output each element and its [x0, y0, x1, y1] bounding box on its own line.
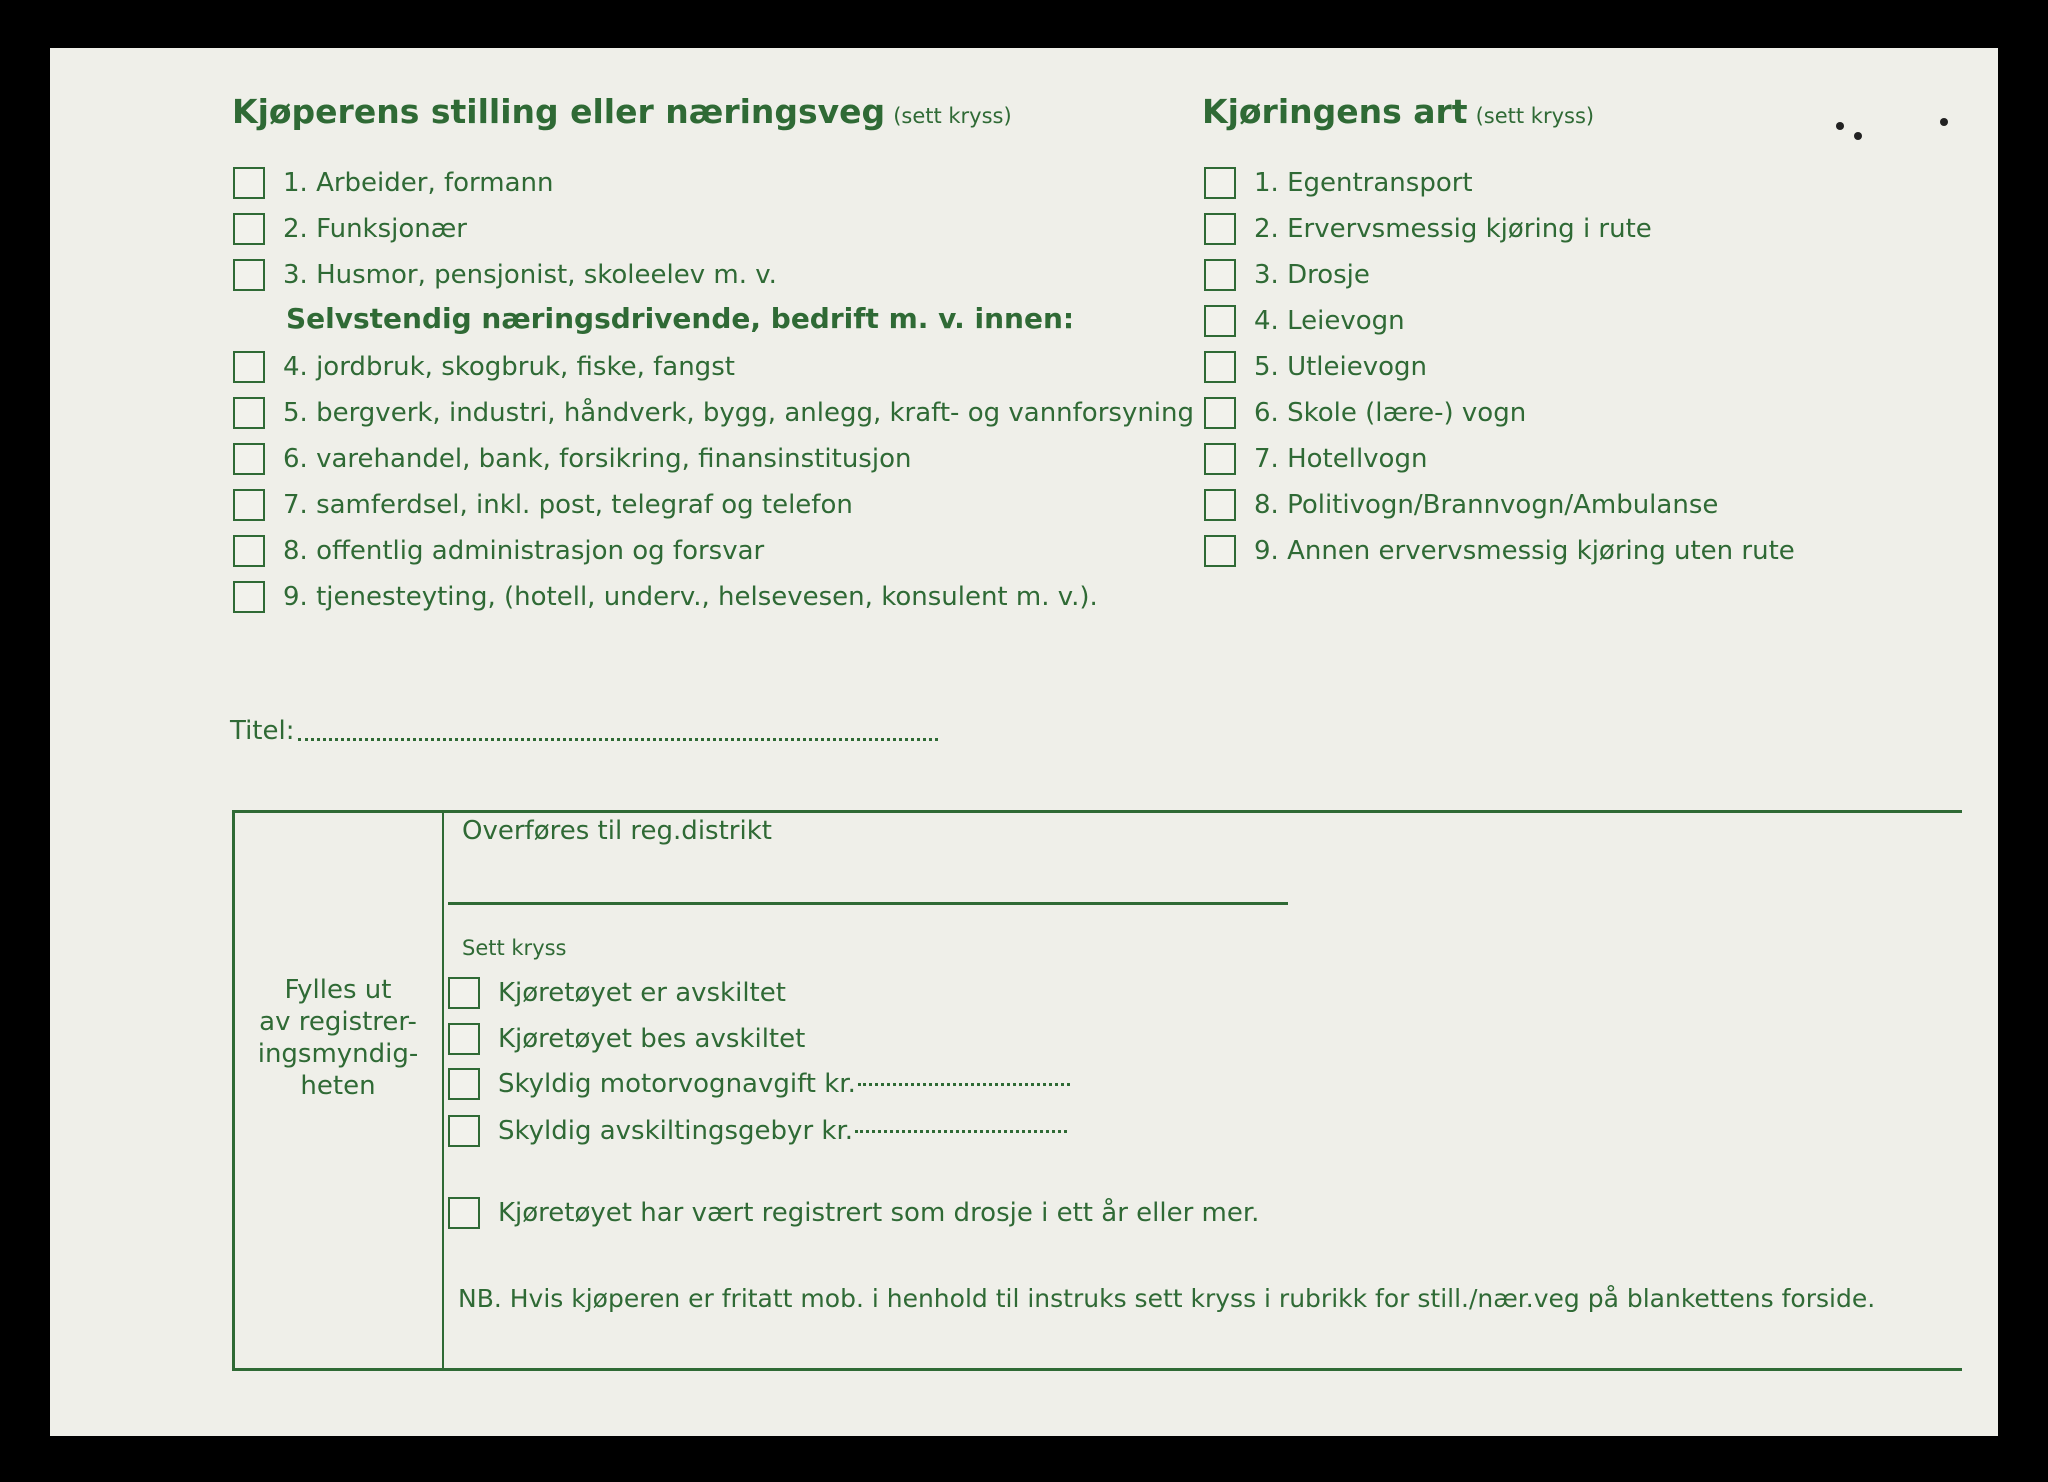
transfer-district-label: Overføres til reg.distrikt: [462, 816, 772, 846]
option-label: 1. Arbeider, formann: [283, 168, 554, 198]
driving-option-7[interactable]: [1204, 440, 1427, 478]
speck-mark: [1836, 122, 1844, 130]
checkbox[interactable]: [233, 489, 265, 521]
checkbox[interactable]: [1204, 305, 1236, 337]
occupation-option-8[interactable]: [233, 532, 764, 570]
checkbox[interactable]: [448, 1115, 480, 1147]
checkbox[interactable]: [448, 977, 480, 1009]
driving-option-1[interactable]: [1204, 164, 1473, 202]
checkbox[interactable]: [448, 1197, 480, 1229]
buyer-occupation-title: [232, 92, 1012, 131]
occupation-option-4[interactable]: [233, 348, 735, 386]
buyer-occupation-hint: (sett kryss): [893, 104, 1012, 128]
option-label: 4. jordbruk, skogbruk, fiske, fangst: [283, 352, 735, 382]
registry-box-divider: [442, 810, 444, 1368]
driving-option-8[interactable]: [1204, 486, 1718, 524]
checkbox[interactable]: [1204, 535, 1236, 567]
form-back-page: [50, 48, 1998, 1436]
driving-option-6[interactable]: [1204, 394, 1526, 432]
amount-dotted-line[interactable]: [855, 1130, 1067, 1133]
option-label: 2. Funksjonær: [283, 214, 467, 244]
checkbox[interactable]: [1204, 397, 1236, 429]
checkbox[interactable]: [1204, 489, 1236, 521]
check-taxi-one-year[interactable]: [448, 1194, 1259, 1232]
check-motor-tax-owed[interactable]: [448, 1065, 1070, 1103]
checkbox[interactable]: [233, 259, 265, 291]
driving-option-4[interactable]: [1204, 302, 1405, 340]
option-label: 3. Drosje: [1254, 260, 1370, 290]
check-request-deregister[interactable]: [448, 1020, 805, 1058]
check-deregistered[interactable]: [448, 974, 786, 1012]
option-label: 1. Egentransport: [1254, 168, 1473, 198]
occupation-option-1[interactable]: [233, 164, 554, 202]
occupation-option-5[interactable]: [233, 394, 1194, 432]
option-label: 7. samferdsel, inkl. post, telegraf og telefon: [283, 490, 853, 520]
option-label: 8. Politivogn/Brannvogn/Ambulanse: [1254, 490, 1719, 520]
checkbox[interactable]: [233, 351, 265, 383]
checkbox[interactable]: [1204, 213, 1236, 245]
titel-label: Titel:: [230, 716, 295, 746]
sett-kryss-label: Sett kryss: [462, 936, 567, 960]
checkbox[interactable]: [448, 1023, 480, 1055]
checkbox[interactable]: [1204, 351, 1236, 383]
occupation-option-2[interactable]: [233, 210, 467, 248]
check-label: Kjøretøyet har vært registrert som drosje i ett år eller mer.: [498, 1198, 1260, 1228]
driving-type-heading: Kjøringens art: [1202, 92, 1468, 131]
checkbox[interactable]: [233, 397, 265, 429]
transfer-district-line[interactable]: [448, 902, 1288, 905]
check-plate-fee-owed[interactable]: [448, 1112, 1067, 1150]
check-label: Skyldig motorvognavgift kr.: [498, 1069, 856, 1099]
titel-dotted-line: [298, 738, 938, 741]
check-label: Kjøretøyet er avskiltet: [498, 978, 786, 1008]
occupation-option-9[interactable]: [233, 578, 1098, 616]
self-employed-subheading: Selvstendig næringsdrivende, bedrift m. v. innen:: [286, 302, 1075, 335]
check-label: Kjøretøyet bes avskiltet: [498, 1024, 806, 1054]
occupation-option-7[interactable]: [233, 486, 853, 524]
checkbox[interactable]: [448, 1068, 480, 1100]
speck-mark: [1854, 132, 1862, 140]
checkbox[interactable]: [233, 167, 265, 199]
option-label: 4. Leievogn: [1254, 306, 1405, 336]
option-label: 6. varehandel, bank, forsikring, finansinstitusjon: [283, 444, 912, 474]
registry-box-top-border: [232, 810, 1962, 813]
registry-side-label: Fylles ut av registrer- ingsmyndig- heten: [257, 975, 419, 1101]
option-label: 3. Husmor, pensjonist, skoleelev m. v.: [283, 260, 777, 290]
checkbox[interactable]: [233, 535, 265, 567]
registry-box-left-border: [232, 810, 235, 1371]
option-label: 7. Hotellvogn: [1254, 444, 1428, 474]
driving-option-9[interactable]: [1204, 532, 1795, 570]
buyer-occupation-heading: Kjøperens stilling eller næringsveg: [232, 92, 886, 131]
speck-mark: [1940, 118, 1948, 126]
checkbox[interactable]: [1204, 259, 1236, 291]
checkbox[interactable]: [233, 581, 265, 613]
checkbox[interactable]: [1204, 167, 1236, 199]
driving-option-2[interactable]: [1204, 210, 1652, 248]
option-label: 5. bergverk, industri, håndverk, bygg, anlegg, kraft- og vannforsyning: [283, 398, 1195, 428]
option-label: 6. Skole (lære-) vogn: [1254, 398, 1527, 428]
occupation-option-6[interactable]: [233, 440, 911, 478]
check-label: Skyldig avskiltingsgebyr kr.: [498, 1116, 854, 1146]
option-label: 5. Utleievogn: [1254, 352, 1428, 382]
amount-dotted-line[interactable]: [858, 1083, 1070, 1086]
checkbox[interactable]: [233, 443, 265, 475]
option-label: 8. offentlig administrasjon og forsvar: [283, 536, 765, 566]
option-label: 9. tjenesteyting, (hotell, underv., helsevesen, konsulent m. v.).: [283, 582, 1098, 612]
driving-type-hint: (sett kryss): [1475, 104, 1595, 128]
nb-note: NB. Hvis kjøperen er fritatt mob. i henhold til instruks sett kryss i rubrikk for still./nær.veg på blankettens forside.: [458, 1284, 1876, 1313]
driving-type-title: [1202, 92, 1594, 131]
titel-field[interactable]: [230, 716, 938, 746]
driving-option-3[interactable]: [1204, 256, 1370, 294]
registry-box-bottom-border: [232, 1368, 1962, 1371]
checkbox[interactable]: [1204, 443, 1236, 475]
option-label: 2. Ervervsmessig kjøring i rute: [1254, 214, 1652, 244]
option-label: 9. Annen ervervsmessig kjøring uten rute: [1254, 536, 1795, 566]
checkbox[interactable]: [233, 213, 265, 245]
driving-option-5[interactable]: [1204, 348, 1427, 386]
occupation-option-3[interactable]: [233, 256, 777, 294]
